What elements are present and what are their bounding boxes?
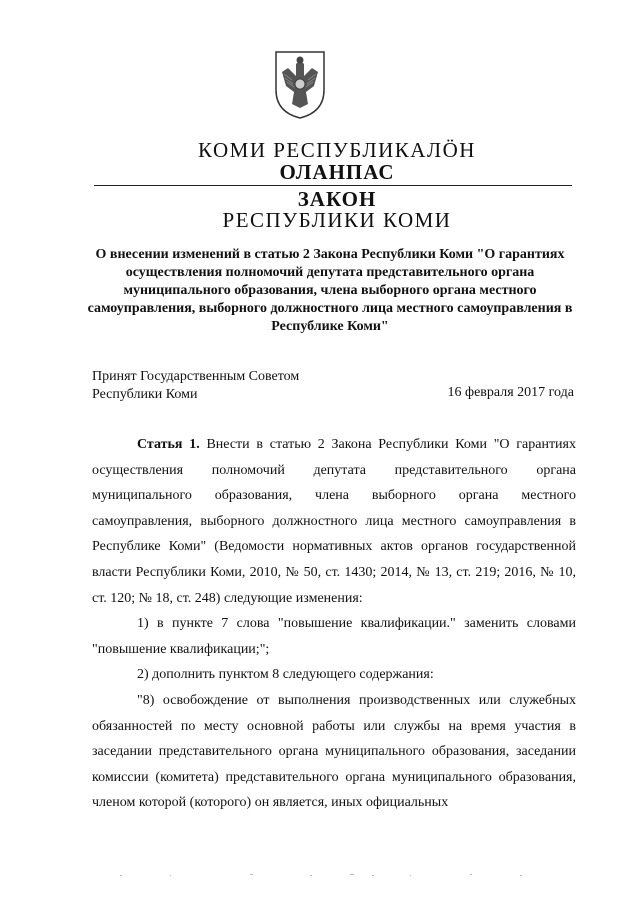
komi-title-line2: ОЛАНПАС: [279, 160, 395, 184]
article-item-1: 1) в пункте 7 слова "повышение квалификации." заменить словами "повышение квалификации;";: [92, 616, 576, 657]
scan-noise: [110, 872, 550, 880]
title-divider: [94, 185, 572, 186]
adopted-line1: Принят Государственным Советом: [92, 369, 300, 384]
article-intro-text: Внести в статью 2 Закона Республики Коми "О гарантиях осуществления полномочий депутата представительного органа муниципального образования, члена выборного органа местного самоуправления, выборного должностного лица местного самоуправления в Республике Коми" (Ведомости нормативных актов органов государственной власти Республики Коми, 2010, № 50, ст. 1430; 2014, № 13, ст. 219; 2016, № 10, ст. 120; № 18, ст. 248) следующие изменения:: [92, 437, 576, 606]
article-item-2: 2) дополнить пунктом 8 следующего содержания:: [137, 667, 434, 683]
law-title-line2: РЕСПУБЛИКИ КОМИ: [222, 208, 452, 232]
article-intro: [92, 432, 576, 611]
adopted-by: [92, 368, 299, 404]
adopted-line2: Республики Коми: [92, 387, 198, 402]
komi-title-line1: КОМИ РЕСПУБЛИКАЛӦН: [198, 138, 476, 162]
law-title-line1: ЗАКОН: [297, 187, 377, 211]
document-body: [92, 432, 576, 816]
article-label: Статья 1.: [137, 437, 200, 452]
adopted-date: 16 февраля 2017 года: [447, 385, 574, 400]
article-item-2-text: "8) освобождение от выполнения производственных или служебных обязанностей по месту основной работы или службы на время участия в заседании представительного органа муниципального образования, заседании комиссии (комитета) представительного органа муниципального образования, членом которой (которого) он является, иных официальных: [92, 692, 576, 811]
coat-of-arms-icon: [272, 46, 328, 120]
document-title: О внесении изменений в статью 2 Закона Республики Коми "О гарантиях осуществления полномочий депутата представительного органа муниципального образования, члена выборного органа местного самоуправления, выборного должностного лица местного самоуправления в Республике Коми": [87, 247, 573, 334]
